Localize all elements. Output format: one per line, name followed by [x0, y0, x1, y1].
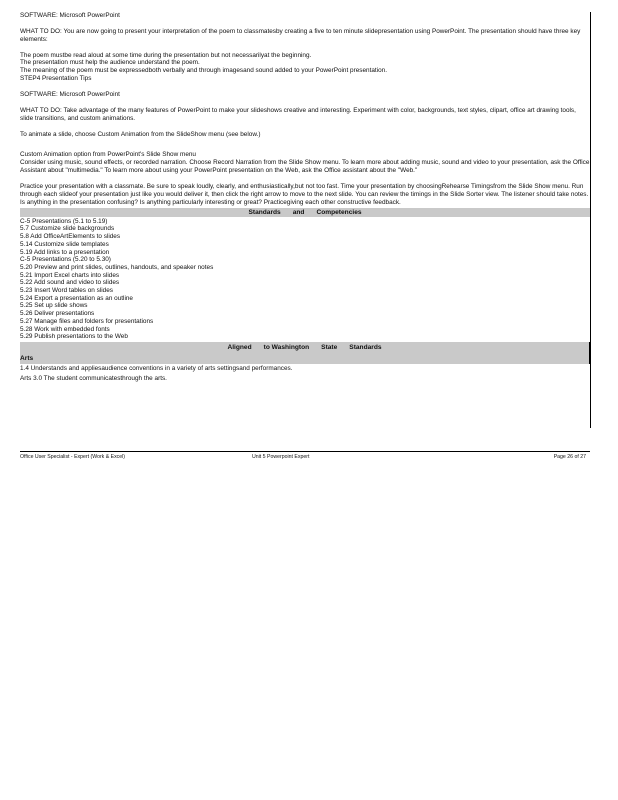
document-page [20, 12, 590, 383]
element-2: The presentation must help the audience understand the poem. [20, 59, 200, 67]
arts-standards [20, 364, 590, 383]
page-footer [20, 451, 590, 462]
list-item: 1.4 Understands and appliesaudience conventions in a variety of arts settingsand performances. [20, 365, 293, 372]
list-item: 5.26 Deliver presentations [20, 310, 95, 318]
list-item: 5.24 Export a presentation as an outline [20, 294, 133, 302]
arts-label: Arts [20, 355, 34, 362]
aligned-header-word: Standards [349, 344, 382, 351]
standards-header-word: Competencies [316, 208, 362, 216]
right-margin-rule [590, 12, 591, 428]
list-item: 5.21 Import Excel charts into slides [20, 271, 120, 279]
list-item: 5.29 Publish presentations to the Web [20, 333, 128, 341]
list-item: 5.23 Insert Word tables on slides [20, 287, 113, 295]
consider-paragraph: Consider using music, sound effects, or recorded narration. Choose Record Narration from the Slide Show menu. To learn more about adding music, sound and video to your presentation, ask the Office Assistant about "multimedia." To learn more about using your PowerPoint presentation on the Web, ask the Office assistant about the "Web." [20, 159, 590, 175]
animate-instruction: To animate a slide, choose Custom Animation from the SlideShow menu (see below.) [20, 130, 261, 138]
list-item: 5.28 Work with embedded fonts [20, 325, 110, 333]
list-item: 5.14 Customize slide templates [20, 240, 109, 248]
aligned-header-word: to Washington [263, 344, 310, 351]
list-item: 5.8 Add OfficeArtElements to slides [20, 233, 121, 241]
list-item: Arts 3.0 The student communicatesthrough the arts. [20, 374, 167, 382]
list-item: 5.22 Add sound and video to slides [20, 279, 120, 287]
software-line-1: SOFTWARE: Microsoft PowerPoint [20, 12, 120, 19]
practice-paragraph: Practice your presentation with a classmate. Be sure to speak loudly, clearly, and enthusiastically,but not too fast. Time your presentation by choosingRehearse Timingsfrom the Slide Show menu. Run through each slideof your presentation just like you would deliver it, then click the right arrow to move to the next slide. You can review the timings in the Slide Sorter view. The listener should take notes. Is anything in the presentation confusing? Is anything particularly interesting or great? Practicegiving each other constructive feedback. [20, 183, 589, 206]
list-item: C-5 Presentations (5.20 to 5.30) [20, 256, 111, 264]
standards-header-word: and [292, 208, 305, 216]
list-item: 5.25 Set up slide shows [20, 302, 88, 310]
standards-header-word: Standards [248, 208, 281, 216]
standards-list [20, 218, 590, 341]
list-item: 5.20 Preview and print slides, outlines, handouts, and speaker notes [20, 263, 214, 271]
element-3: The meaning of the poem must be expressedboth verbally and through imagesand sound added to your PowerPoint presentation. [20, 67, 387, 75]
aligned-standards-header-bar [20, 342, 590, 364]
list-item: 5.7 Customize slide backgrounds [20, 225, 115, 233]
list-item: 5.27 Manage files and folders for presentations [20, 317, 154, 325]
custom-animation-title: Custom Animation option from PowerPoint's Slide Show menu [20, 151, 196, 159]
footer-course: Office User Specialist - Expert (Work & Excel) [20, 454, 126, 460]
standards-header-bar [20, 208, 590, 217]
footer-unit: Unit 5 Powerpoint Expert [252, 454, 310, 460]
list-item: C-5 Presentations (5.1 to 5.19) [20, 217, 108, 225]
footer-page-number: Page 26 of 27 [553, 454, 586, 460]
software-line-2: SOFTWARE: Microsoft PowerPoint [20, 91, 120, 99]
element-1: The poem mustbe read aloud at some time during the presentation but not necessarilyat the beginning. [20, 51, 312, 59]
what-to-do-1: WHAT TO DO: You are now going to present your interpretation of the poem to classmatesby creating a five to ten minute slidepresentation using PowerPoint. The presentation should have three key elements: [20, 27, 581, 43]
aligned-header-word: State [321, 344, 338, 351]
what-to-do-2: WHAT TO DO: Take advantage of the many features of PowerPoint to make your slideshows creative and interesting. Experiment with color, backgrounds, text styles, clipart, office art drawing tools, slide transitions, and custom animations. [20, 106, 576, 122]
step-heading: STEP4 Presentation Tips [20, 75, 92, 83]
aligned-header-word: Aligned [227, 344, 252, 351]
list-item: 5.19 Add links to a presentation [20, 248, 110, 256]
